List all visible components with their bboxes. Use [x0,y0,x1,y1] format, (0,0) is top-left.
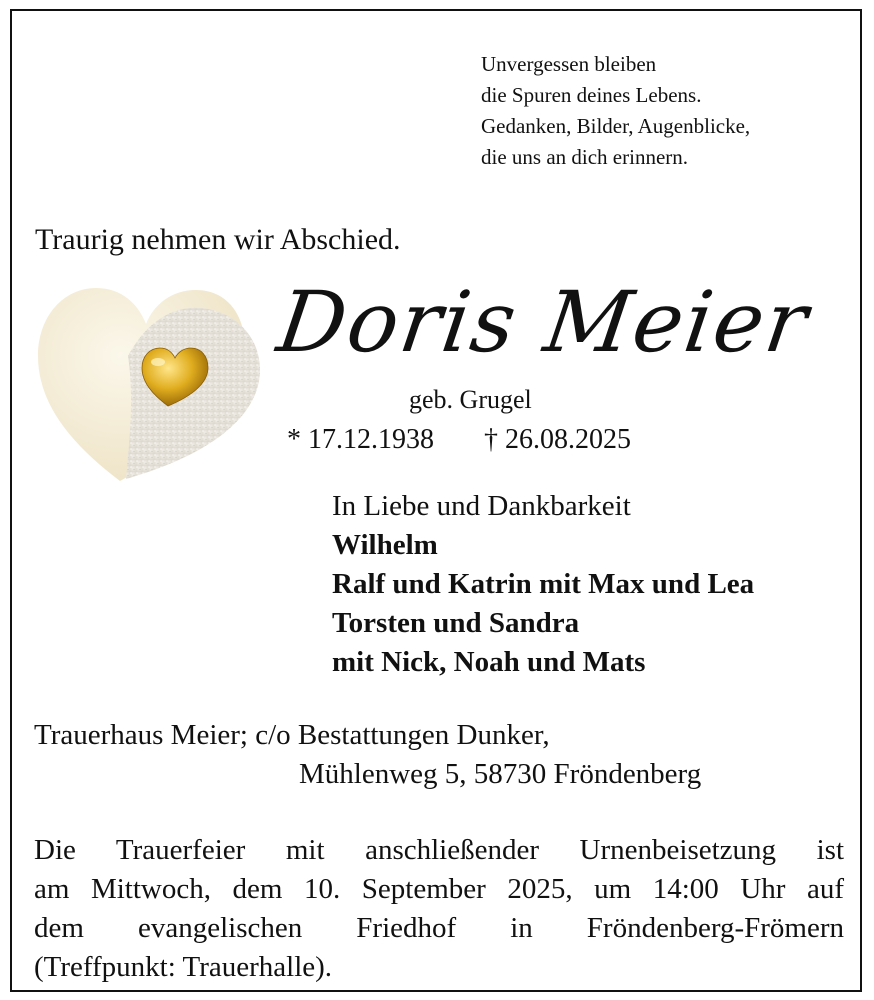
heart-image [34,286,264,491]
death-date: † 26.08.2025 [484,424,631,455]
ceremony-line: Die Trauerfeier mit anschließender Urnenbeisetzung ist [34,834,844,866]
ceremony-line: dem evangelischen Friedhof in Fröndenberg-Frömern [34,912,844,944]
poem-line: Gedanken, Bilder, Augenblicke, [481,114,751,138]
address-line: Trauerhaus Meier; c/o Bestattungen Dunker, [34,719,550,751]
memorial-poem [481,49,750,173]
glitter-heart-shape [126,308,260,479]
mourners-block [332,487,754,682]
obituary-notice [10,9,862,992]
mourner-line: mit Nick, Noah und Mats [332,646,646,678]
ceremony-line: am Mittwoch, dem 10. September 2025, um 14:00 Uhr auf [34,873,844,905]
mourners-intro: In Liebe und Dankbarkeit [332,490,631,522]
address-line: Mühlenweg 5, 58730 Fröndenberg [299,758,702,790]
poem-line: Unvergessen bleiben [481,52,657,76]
heart-illustration [34,286,264,491]
ceremony-info [34,831,844,987]
mourner-line: Torsten und Sandra [332,607,580,639]
mourning-address [34,716,701,794]
deceased-name: Doris Meier [272,273,815,371]
mourner-line: Ralf und Katrin mit Max und Lea [332,568,755,600]
life-dates [287,424,631,456]
ceremony-line: (Treffpunkt: Trauerhalle). [34,951,333,983]
birth-date: * 17.12.1938 [287,424,434,455]
poem-line: die uns an dich erinnern. [481,145,689,169]
birth-name: geb. Grugel [409,385,532,414]
poem-line: die Spuren deines Lebens. [481,83,702,107]
farewell-intro: Traurig nehmen wir Abschied. [35,223,401,256]
mourner-line: Wilhelm [332,529,438,561]
